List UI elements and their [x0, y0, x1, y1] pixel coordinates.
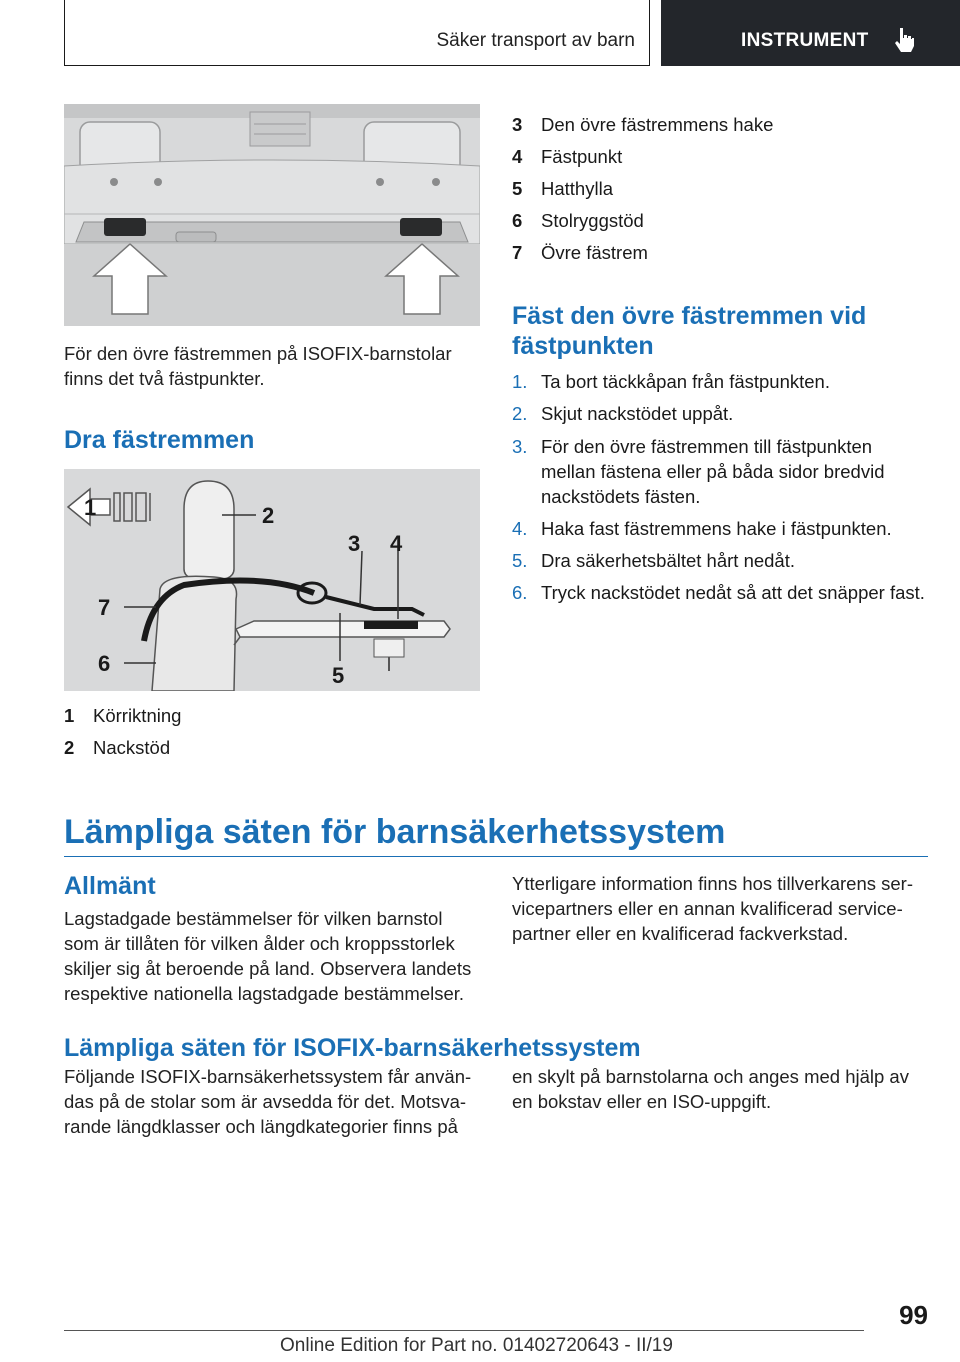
callout-6: 6	[98, 651, 111, 676]
callout-4: 4	[390, 531, 403, 556]
figure1-caption: För den övre fästremmen på ISOFIX-barnstolar finns det två fästpunkter.	[64, 343, 452, 389]
pointing-hand-icon	[893, 26, 915, 52]
header-chapter-tab[interactable]	[661, 0, 960, 66]
allmant-text-right: Ytterligare information finns hos tillverkarens servicepartners eller en annan kvalificerad servicepartner eller en kvalificerad fackverkstad.	[512, 873, 914, 944]
heading-isofix: Lämpliga säten för ISOFIX-barnsäkerhetssystem	[64, 1034, 641, 1062]
callout-7: 7	[98, 595, 111, 620]
heading-allmant: Allmänt	[64, 872, 156, 900]
rear-seat-figure	[64, 104, 480, 326]
footer-rule	[64, 1330, 864, 1331]
callout-5: 5	[332, 663, 345, 688]
isofix-text-right: en skylt på barnstolarna och anges med hjälp av en bokstav eller en ISO-uppgift.	[512, 1066, 909, 1112]
header-chapter-title: INSTRUMENT	[741, 30, 869, 51]
section-divider	[64, 856, 928, 857]
callout-2: 2	[262, 503, 275, 528]
edition-line: Online Edition for Part no. 01402720643 - II/19	[280, 1335, 673, 1356]
tether-strap-figure	[64, 469, 480, 691]
header-section-title: Säker transport av barn	[436, 30, 635, 51]
heading-fast-fastremmen: Fäst den övre fästremmen vid fästpunkten	[512, 302, 867, 360]
callout-1: 1	[84, 495, 97, 520]
isofix-text-left: Följande ISOFIX-barnsäkerhetssystem får användas på de stolar som är avsedda för det. Motsvarande längdklasser och längdkategorier finns på	[64, 1066, 472, 1137]
main-section-title: Lämpliga säten för barnsäkerhetssystem	[64, 813, 726, 851]
heading-dra-fastremmen: Dra fästremmen	[64, 426, 255, 454]
header-section-box	[64, 0, 650, 66]
page-number: 99	[899, 1300, 928, 1330]
allmant-text: Lagstadgade bestämmelser för vilken barnstol som är tillåten för vilken ålder och kroppsstorlek skiljer sig åt beroende på land. Observera landets respektive nationella lagstadgade bestämmelser.	[64, 908, 472, 1004]
callout-3: 3	[348, 531, 361, 556]
